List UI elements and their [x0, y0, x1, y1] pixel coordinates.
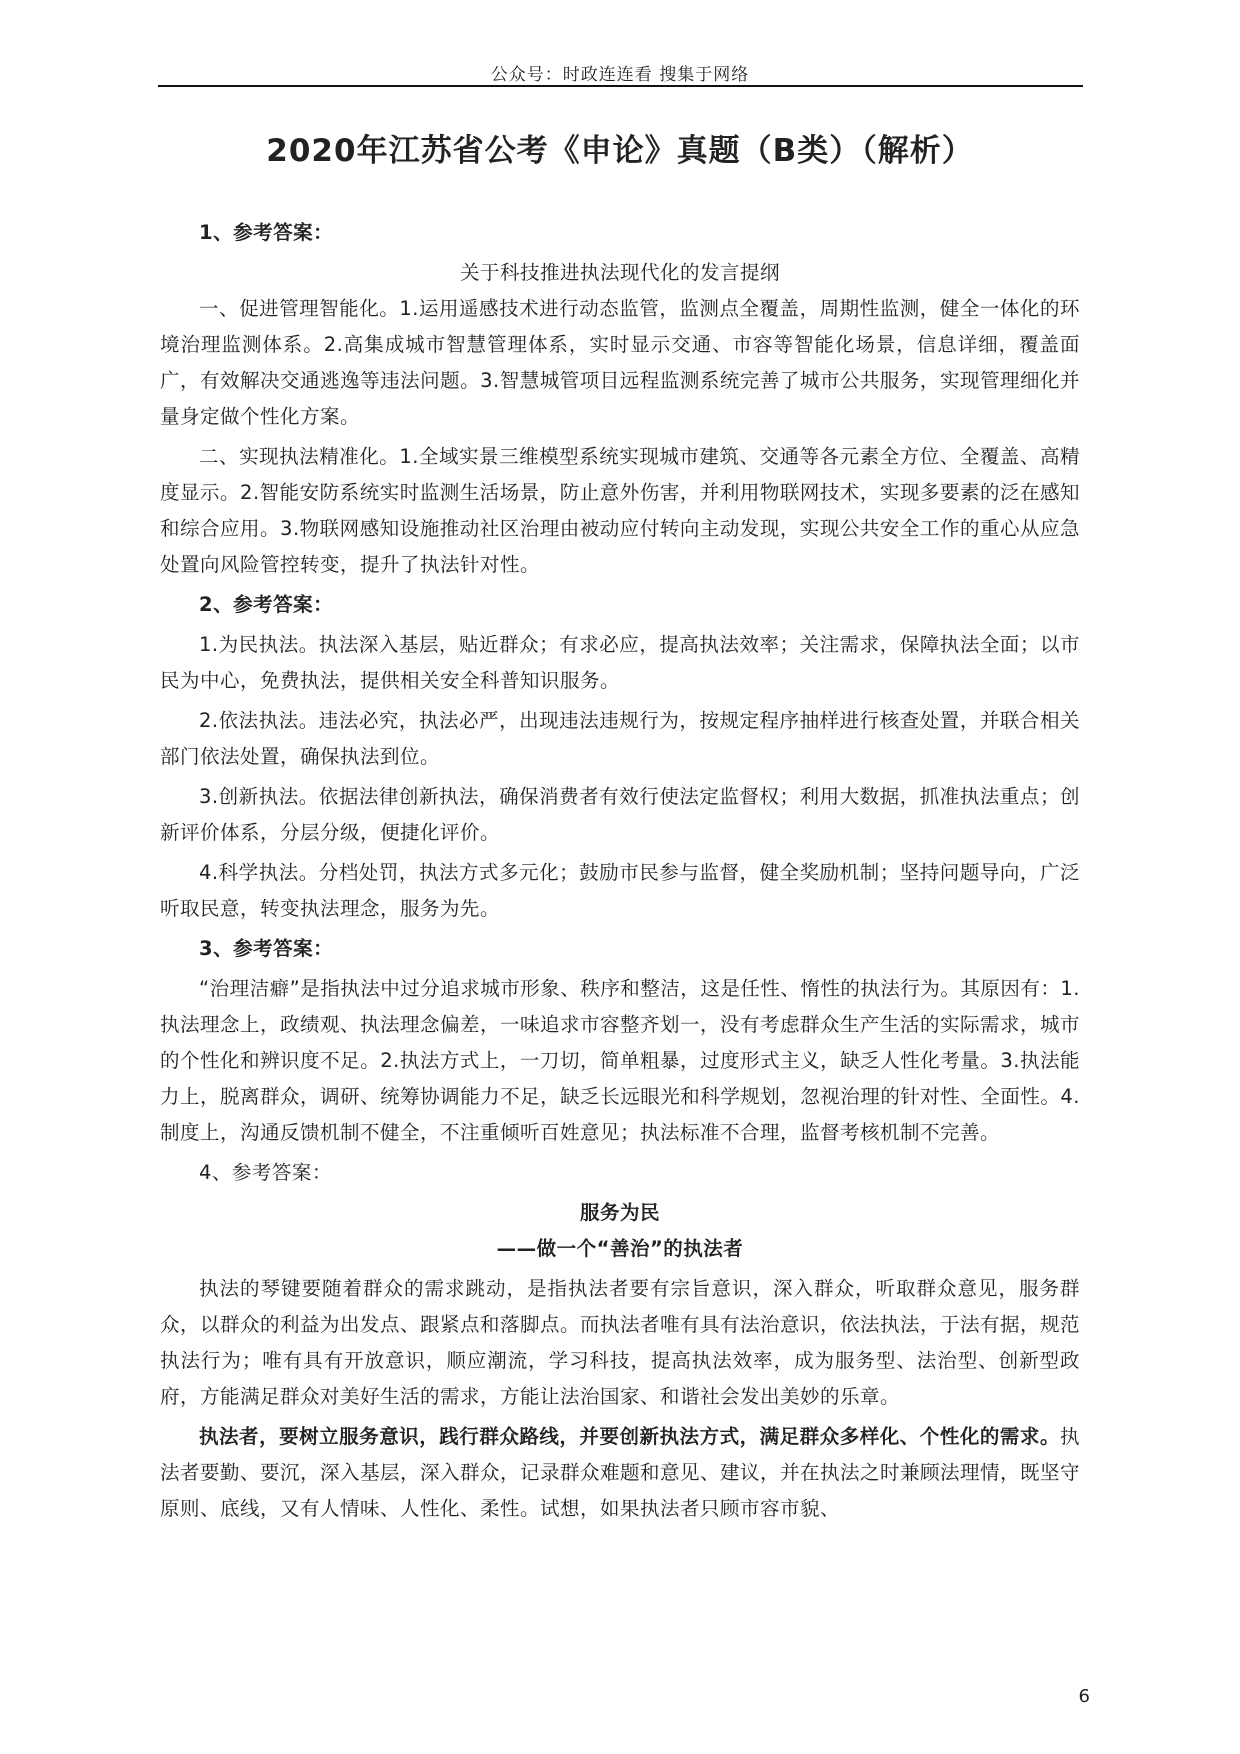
answer1-paragraph: 一、促进管理智能化。1.运用遥感技术进行动态监管，监测点全覆盖，周期性监测，健全一体化的环境治理监测体系。2.高集成城市智慧管理体系，实时显示交通、市容等智能化场景，信息详细，覆盖面广，有效解决交通逃逸等违法问题。3.智慧城管项目远程监测系统完善了城市公共服务，实现管理细化并量身定做个性化方案。	[160, 297, 1080, 428]
page-header: 公众号：时政连连看 搜集于网络	[490, 65, 750, 85]
answer2-heading: 2、参考答案：	[199, 593, 334, 616]
answer1-subtitle: 关于科技推进执法现代化的发言提纲	[459, 261, 780, 284]
document-title: 2020年江苏省公考《申论》真题（B类）（解析）	[266, 133, 974, 169]
answer3-heading: 3、参考答案：	[199, 937, 334, 960]
answer1-heading: 1、参考答案：	[199, 221, 334, 244]
essay-title: 服务为民	[579, 1201, 660, 1224]
answer1-paragraph: 二、实现执法精准化。1.全域实景三维模型系统实现城市建筑、交通等各元素全方位、全覆盖、高精度显示。2.智能安防系统实时监测生活场景，防止意外伤害，并利用物联网技术，实现多要素的泛在感知和综合应用。3.物联网感知设施推动社区治理由被动应付转向主动发现，实现公共安全工作的重心从应急处置向风险管控转变，提升了执法针对性。	[160, 445, 1080, 576]
page-number: 6	[1078, 1686, 1090, 1707]
header-divider	[158, 85, 1083, 87]
document-body	[160, 215, 1080, 1527]
essay-paragraph-lead: 执法者，要树立服务意识，践行群众路线，并要创新执法方式，满足群众多样化、个性化的需求。	[199, 1425, 1060, 1448]
answer4-heading: 4、参考答案：	[199, 1161, 332, 1184]
answer2-paragraph: 2.依法执法。违法必究，执法必严，出现违法违规行为，按规定程序抽样进行核查处置，并联合相关部门依法处置，确保执法到位。	[160, 709, 1080, 768]
answer2-paragraph: 1.为民执法。执法深入基层，贴近群众；有求必应，提高执法效率；关注需求，保障执法全面；以市民为中心，免费执法，提供相关安全科普知识服务。	[160, 633, 1080, 692]
answer2-paragraph: 4.科学执法。分档处罚，执法方式多元化；鼓励市民参与监督，健全奖励机制；坚持问题导向，广泛听取民意，转变执法理念，服务为先。	[160, 861, 1080, 920]
answer2-paragraph: 3.创新执法。依据法律创新执法，确保消费者有效行使法定监督权；利用大数据，抓准执法重点；创新评价体系，分层分级，便捷化评价。	[160, 785, 1080, 844]
essay-paragraph	[160, 1419, 1080, 1527]
answer3-paragraph: “治理洁癖”是指执法中过分追求城市形象、秩序和整洁，这是任性、惰性的执法行为。其原因有：1.执法理念上，政绩观、执法理念偏差，一味追求市容整齐划一，没有考虑群众生产生活的实际需求，城市的个性化和辨识度不足。2.执法方式上，一刀切，简单粗暴，过度形式主义，缺乏人性化考量。3.执法能力上，脱离群众，调研、统筹协调能力不足，缺乏长远眼光和科学规划，忽视治理的针对性、全面性。4.制度上，沟通反馈机制不健全，不注重倾听百姓意见；执法标准不合理，监督考核机制不完善。	[160, 977, 1081, 1144]
essay-subtitle: ——做一个“善治”的执法者	[496, 1237, 744, 1260]
essay-paragraph-rest: 执法者要勤、要沉，深入基层，深入群众，记录群众难题和意见、建议，并在执法之时兼顾法理情，既坚守原则、底线，又有人情味、人性化、柔性。试想，如果执法者只顾市容市貌、	[160, 1425, 1081, 1520]
essay-paragraph: 执法的琴键要随着群众的需求跳动，是指执法者要有宗旨意识，深入群众，听取群众意见，服务群众，以群众的利益为出发点、跟紧点和落脚点。而执法者唯有具有法治意识，依法执法，于法有据，规范执法行为；唯有具有开放意识，顺应潮流，学习科技，提高执法效率，成为服务型、法治型、创新型政府，方能满足群众对美好生活的需求，方能让法治国家、和谐社会发出美妙的乐章。	[160, 1277, 1081, 1408]
